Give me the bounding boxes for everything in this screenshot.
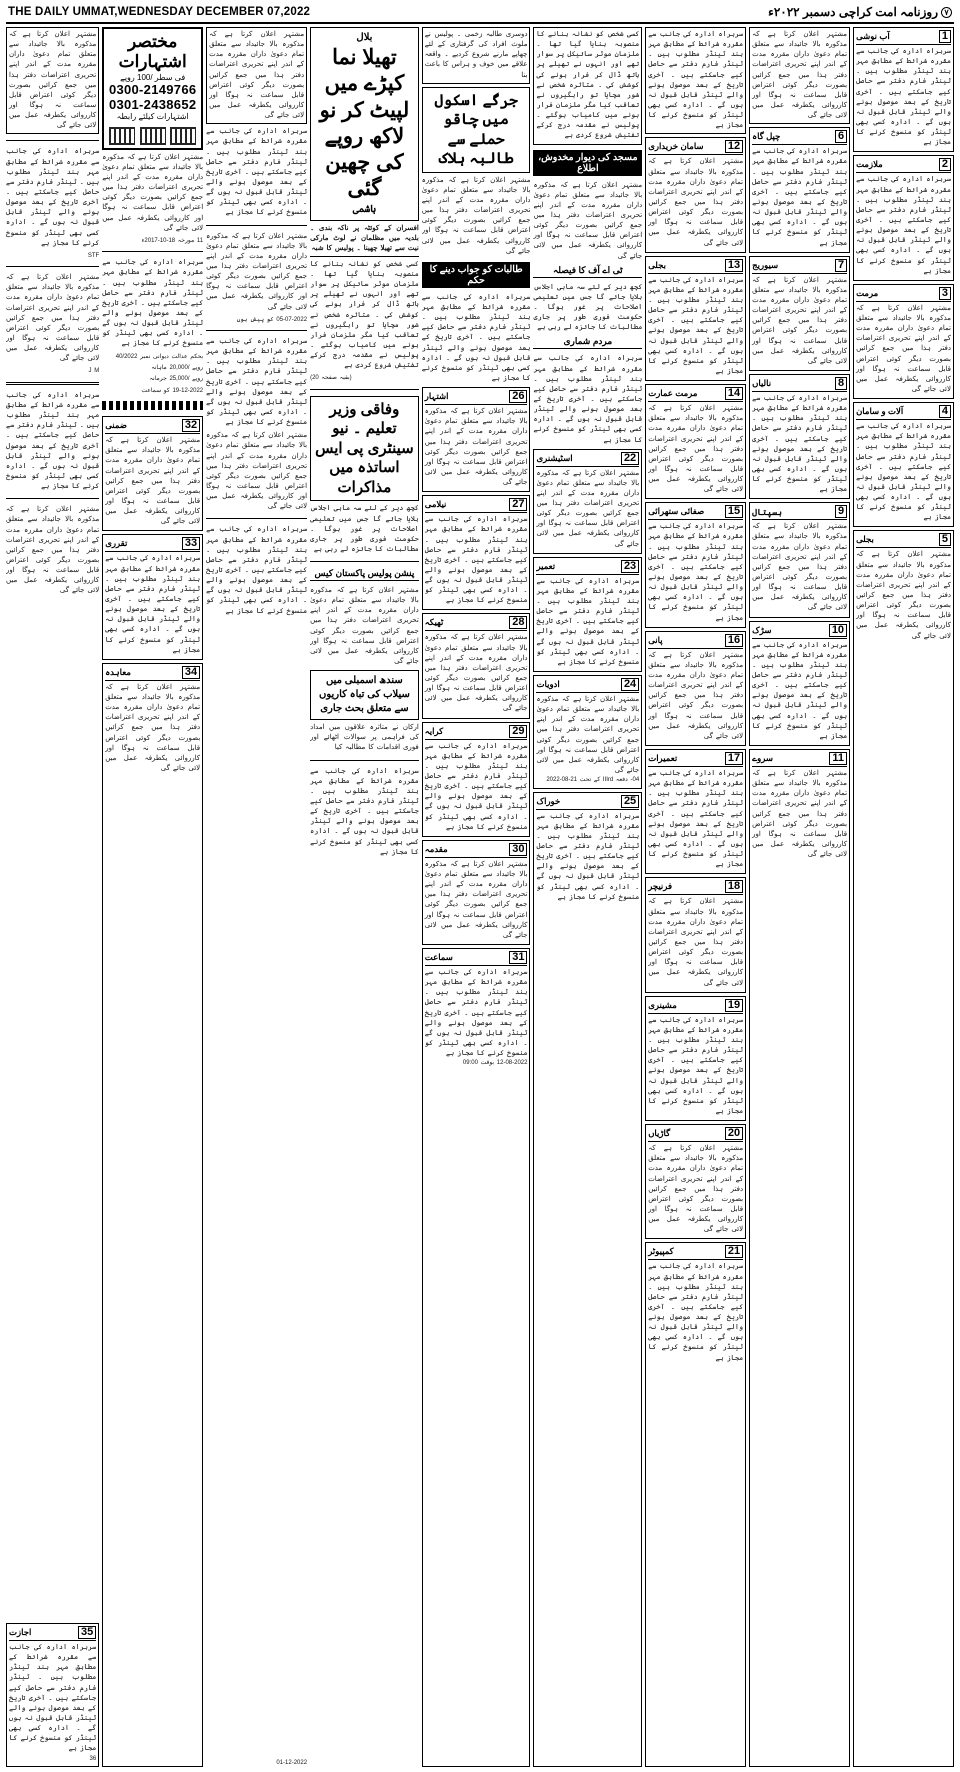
tender-head (425, 390, 528, 405)
tender-number: 8 (835, 377, 847, 390)
tender-number: 26 (509, 390, 527, 403)
tender-number: 33 (182, 537, 200, 550)
tender-head (752, 259, 847, 274)
tender-head (648, 999, 743, 1014)
tender-title: آلات و سامان (856, 406, 904, 417)
story4-body: ارکان نے متاثرہ علاقوں میں امداد کی فراہمی پر سوالات اٹھائے اور فوری اقدامات کا مطالبہ کیا (310, 724, 419, 752)
tender-block[interactable] (645, 631, 746, 746)
tender-title: فرنیچر (648, 881, 673, 892)
tender-number: 28 (509, 616, 527, 629)
divider (206, 330, 307, 331)
tender-body: سربراہ ادارہ کی جانب سے مقررہ شرائط کے مطابق مہر بند ٹینڈر مطلوب ہیں ۔ ٹینڈر فارم دفتر سے حاصل کیے جاسکتے ہیں ۔ آخری تاریخ کے بعد موصول ہونے والے ٹینڈر قابل قبول نہ ہوں گے ۔ ادارہ کسی بھی ٹینڈر کو منسوخ کرنے کا مجاز ہے (648, 1016, 744, 1115)
tender-body: سربراہ ادارہ کی جانب سے مقررہ شرائط کے مطابق مہر بند ٹینڈر مطلوب ہیں ۔ ٹینڈر فارم دفتر سے حاصل کیے جاسکتے ہیں ۔ آخری تاریخ کے بعد موصول ہونے والے ٹینڈر قابل قبول نہ ہوں گے ۔ ادارہ کسی بھی ٹینڈر کو منسوخ کرنے کا مجاز ہے (9, 1644, 97, 1753)
tender-body: سربراہ ادارہ کی جانب سے مقررہ شرائط کے مطابق مہر بند ٹینڈر مطلوب ہیں ۔ ٹینڈر فارم دفتر سے حاصل کیے جاسکتے ہیں ۔ آخری تاریخ کے بعد موصول ہونے والے ٹینڈر قابل قبول نہ ہوں گے ۔ ادارہ کسی بھی ٹینڈر کو منسوخ کرنے کا مجاز ہے (752, 394, 848, 494)
tender-body: سربراہ ادارہ کی جانب سے مقررہ شرائط کے مطابق مہر بند ٹینڈر مطلوب ہیں ۔ ٹینڈر فارم دفتر سے حاصل کیے جاسکتے ہیں ۔ آخری تاریخ کے بعد موصول ہونے والے ٹینڈر قابل قبول نہ ہوں گے ۔ ادارہ کسی بھی ٹینڈر کو منسوخ کرنے کا مجاز ہے (648, 523, 744, 622)
column-left-classifieds (6, 27, 99, 1767)
classified-text: مشتہر اعلان کرتا ہے کہ مذکورہ بالا جائیداد سے متعلق تمام دعویٰ داران مقررہ مدت کے اندر اپنے تحریری اعتراضات دفتر ہذا میں جمع کرائیں بصورت دیگر کوئی اعتراض قابل سماعت نہ ہوگا اور کارروائی یکطرفہ عمل میں لائی جائے گی (6, 274, 100, 363)
tender-head (752, 377, 847, 392)
tender-body: مشتہر اعلان کرتا ہے کہ مذکورہ بالا جائیداد سے متعلق تمام دعویٰ داران مقررہ مدت کے اندر اپنے تحریری اعتراضات دفتر ہذا میں جمع کرائیں بصورت دیگر کوئی اعتراض قابل سماعت نہ ہوگا اور کارروائی یکطرفہ عمل میں لائی جائے گی (648, 1145, 744, 1234)
tender-block[interactable] (645, 502, 746, 627)
ad-title: مختصر اشتہارات (118, 32, 187, 72)
notice-bar: طالبات کو جواب دینے کا حکم (422, 262, 531, 288)
tender-title: سیوریج (752, 259, 779, 270)
stamp-icon (109, 127, 135, 145)
tender-number: 11 (829, 752, 847, 765)
tender-number: 20 (725, 1127, 743, 1140)
tender-head (9, 1626, 96, 1641)
lead-kicker: بلال (356, 32, 373, 43)
divider (310, 760, 419, 761)
tender-block[interactable] (645, 877, 746, 992)
masthead (6, 4, 954, 24)
tender-number: 32 (182, 419, 200, 432)
masthead-urdu-text: روزنامہ امت کراچی دسمبر ۲۰۲۲ء (768, 5, 938, 19)
tender-head (536, 678, 639, 693)
tender-body: مشتہر اعلان کرتا ہے کہ مذکورہ بالا جائیداد سے متعلق تمام دعویٰ داران مقررہ مدت کے اندر اپنے تحریری اعتراضات دفتر ہذا میں جمع کرائیں بصورت دیگر کوئی اعتراض قابل سماعت نہ ہوگا اور کارروائی یکطرفہ عمل میں لائی جائے گی (856, 304, 951, 393)
news-text-block: کچھ دیر کے لئے سہ ماہی اجلاس بلایا جائے گا جس میں تعلیمی اصلاحات پر غور ہوگا ۔ حکومت فوری طور پر جاری مطالبات کا جائزہ لے رہی ہے (533, 283, 643, 332)
tender-head (425, 725, 528, 740)
tender-title: مرمت عمارت (648, 388, 698, 399)
tender-head (536, 795, 639, 810)
tender-title: اجازت (9, 1627, 32, 1638)
divider (206, 518, 307, 519)
tender-block[interactable] (853, 27, 954, 152)
tender-body: مشتہر اعلان کرتا ہے کہ مذکورہ بالا جائیداد سے متعلق تمام دعویٰ داران مقررہ مدت کے اندر اپنے تحریری اعتراضات دفتر ہذا میں جمع کرائیں بصورت دیگر کوئی اعتراض قابل سماعت نہ ہوگا اور کارروائی یکطرفہ عمل میں لائی جائے گی (536, 469, 640, 548)
tender-block[interactable] (645, 384, 746, 499)
news-text-block: مشتہر اعلان کرتا ہے کہ مذکورہ بالا جائیداد سے متعلق تمام دعویٰ داران مقررہ مدت کے اندر اپنے تحریری اعتراضات دفتر ہذا میں جمع کرائیں بصورت دیگر کوئی اعتراض قابل سماعت نہ ہوگا اور کارروائی یکطرفہ عمل میں لائی جائے گی (310, 587, 419, 666)
tender-number: 9 (835, 505, 847, 518)
tender-head (425, 843, 528, 858)
stamp-icon (170, 127, 196, 145)
story4-headline-box (310, 670, 419, 720)
tender-title: سماعت (424, 952, 453, 962)
tender-number: 19 (725, 999, 743, 1012)
tender-head (648, 752, 743, 767)
column-lead-story (310, 27, 419, 1767)
divider (310, 389, 419, 390)
tender-title: بجلی (648, 259, 666, 270)
tender-number: 18 (725, 880, 743, 893)
tender-title: سروے (752, 753, 774, 764)
legal-ref: 19-12-2022 کو سماعت (141, 387, 204, 394)
classified-text: مشتہر اعلان کرتا ہے کہ مذکورہ بالا جائیداد سے متعلق تمام دعویٰ داران مقررہ مدت کے اندر اپنے تحریری اعتراضات دفتر ہذا میں جمع کرائیں بصورت دیگر کوئی اعتراض قابل سماعت نہ ہوگا اور کارروائی یکطرفہ عمل میں لائی جائے گی (206, 27, 307, 124)
tender-head (752, 130, 847, 145)
small-headline: ٹی اے آف کا فیصلہ (533, 265, 642, 278)
tender-number: 27 (509, 498, 527, 511)
lead-continuation: (بقیہ صفحہ 20) (310, 375, 352, 382)
page-number-circle: ۷ (941, 7, 952, 18)
tender-number: 7 (835, 259, 847, 272)
classified-text: مشتہر اعلان کرتا ہے کہ مذکورہ بالا جائیداد سے متعلق تمام دعویٰ داران مقررہ مدت کے اندر اپنے تحریری اعتراضات دفتر ہذا میں جمع کرائیں بصورت دیگر کوئی اعتراض قابل سماعت نہ ہوگا اور کارروائی یکطرفہ عمل میں لائی جائے گی (102, 153, 204, 232)
tender-head (648, 1127, 743, 1142)
code-text: STF (87, 252, 100, 259)
tender-number: 3 (939, 287, 951, 300)
tender-title: بجلی (856, 534, 874, 545)
ad-contact-note: اشتہارات کیلئے رابطہ (116, 111, 189, 121)
story2-body: کچھ دیر کے لئے سہ ماہی اجلاس بلایا جائے گا جس میں تعلیمی اصلاحات پر غور ہوگا ۔ حکومت فوری طور پر جاری مطالبات کا جائزہ لے رہی ہے (310, 505, 419, 553)
story3-headline: جرگے اسکول میں چاقو حملے سے طالبہ ہلاک (434, 91, 518, 168)
tender-number: 12 (725, 140, 743, 153)
tender-title: ضمنی (105, 420, 127, 431)
tender-title: مرمت (856, 287, 879, 298)
lead-subhead: افسران کے کوئٹہ پر ناکہ بندی ۔ بلدیہ میں مظلمان نے لوٹ مارکی نیت سے تھیلا چھینا ۔ پولیس کا شبہ (310, 224, 419, 257)
tender-head (648, 387, 743, 402)
classified-text: مشتہر اعلان کرتا ہے کہ مذکورہ بالا جائیداد سے متعلق تمام دعویٰ داران مقررہ مدت کے اندر اپنے تحریری اعتراضات دفتر ہذا میں جمع کرائیں بصورت دیگر کوئی اعتراض قابل سماعت نہ ہوگا اور کارروائی یکطرفہ عمل میں لائی جائے گی (206, 232, 308, 311)
tender-head (105, 666, 200, 681)
tender-head (856, 533, 951, 548)
story4-headline: سندھ اسمبلی میں سیلاب کی تباہ کاریوں سے متعلق بحث جاری (319, 675, 410, 715)
tender-body: سربراہ ادارہ کی جانب سے مقررہ شرائط کے مطابق مہر بند ٹینڈر مطلوب ہیں ۔ ٹینڈر فارم دفتر سے حاصل کیے جاسکتے ہیں ۔ آخری تاریخ کے بعد موصول ہونے والے ٹینڈر قابل قبول نہ ہوں گے ۔ ادارہ کسی بھی ٹینڈر کو منسوخ کرنے کا مجاز ہے (424, 516, 528, 605)
column-intro-text: سربراہ ادارہ کی جانب سے مقررہ شرائط کے مطابق مہر بند ٹینڈر مطلوب ہیں ۔ ٹینڈر فارم دفتر سے حاصل کیے جاسکتے ہیں ۔ آخری تاریخ کے بعد موصول ہونے والے ٹینڈر قابل قبول نہ ہوں گے ۔ ادارہ کسی بھی ٹینڈر کو منسوخ کرنے کا مجاز ہے (645, 27, 746, 134)
tender-block[interactable] (422, 613, 531, 718)
divider (102, 251, 203, 252)
tender-block[interactable] (533, 792, 642, 1767)
tender-title: ادویات (536, 679, 560, 690)
story2-headline: وفاقی وزیر تعلیم ۔ نیو سینٹری پی ایس اساتذہ میں مذاکرات (315, 400, 414, 496)
tender-title: گاڑیاں (648, 1128, 671, 1139)
column-intro-text: مشتہر اعلان کرتا ہے کہ مذکورہ بالا جائیداد سے متعلق تمام دعویٰ داران مقررہ مدت کے اندر اپنے تحریری اعتراضات دفتر ہذا میں جمع کرائیں بصورت دیگر کوئی اعتراض قابل سماعت نہ ہوگا اور کارروائی یکطرفہ عمل میں لائی جائے گی (749, 27, 850, 124)
tender-body: سربراہ ادارہ کی جانب سے مقررہ شرائط کے مطابق مہر بند ٹینڈر مطلوب ہیں ۔ ٹینڈر فارم دفتر سے حاصل کیے جاسکتے ہیں ۔ آخری تاریخ کے بعد موصول ہونے والے ٹینڈر قابل قبول نہ ہوں گے ۔ ادارہ کسی بھی ٹینڈر کو منسوخ کرنے کا مجاز ہے (105, 555, 201, 654)
tender-body: مشتہر اعلان کرتا ہے کہ مذکورہ بالا جائیداد سے متعلق تمام دعویٰ داران مقررہ مدت کے اندر اپنے تحریری اعتراضات دفتر ہذا میں جمع کرائیں بصورت دیگر کوئی اعتراض قابل سماعت نہ ہوگا اور کارروائی یکطرفہ عمل میں لائی جائے گی (752, 276, 848, 365)
tender-number: 21 (725, 1245, 743, 1258)
tender-body: سربراہ ادارہ کی جانب سے مقررہ شرائط کے مطابق مہر بند ٹینڈر مطلوب ہیں ۔ ٹینڈر فارم دفتر سے حاصل کیے جاسکتے ہیں ۔ آخری تاریخ کے بعد موصول ہونے والے ٹینڈر قابل قبول نہ ہوں گے ۔ ادارہ کسی بھی ٹینڈر کو منسوخ کرنے کا مجاز ہے (424, 742, 528, 831)
story2-headline-box (310, 396, 419, 502)
tender-title: خوراک (536, 795, 561, 806)
tender-head (648, 880, 743, 895)
tender-block[interactable] (102, 534, 203, 659)
tender-title: سڑک (752, 624, 772, 635)
legal-ref: 05-07-2022 کو پیش ہوں (236, 316, 308, 323)
legal-ref: 11 مورخہ 18-10-2017ء (141, 237, 204, 244)
column-classifieds-1 (206, 27, 307, 1767)
tender-block[interactable] (853, 155, 954, 280)
news-text-block: دوسری طالبہ زخمی ۔ پولیس نے ملوث افراد کی گرفتاری کے لئے چھاپے مارنے شروع کردیے ۔ واقعہ علاقے میں خوف و ہراس کا باعث بنا (422, 27, 531, 84)
tender-body: مشتہر اعلان کرتا ہے کہ مذکورہ بالا جائیداد سے متعلق تمام دعویٰ داران مقررہ مدت کے اندر اپنے تحریری اعتراضات دفتر ہذا میں جمع کرائیں بصورت دیگر کوئی اعتراض قابل سماعت نہ ہوگا اور کارروائی یکطرفہ عمل میں لائی جائے گی (856, 551, 951, 640)
legal-ref: 12-08-2022 بوقت 09:00 (462, 1060, 528, 1067)
tender-block[interactable] (645, 749, 746, 874)
tender-block[interactable] (422, 948, 531, 1767)
tender-head (425, 498, 528, 513)
divider (6, 266, 99, 267)
tender-number: 16 (725, 634, 743, 647)
tender-body: سربراہ ادارہ کی جانب سے مقررہ شرائط کے مطابق مہر بند ٹینڈر مطلوب ہیں ۔ ٹینڈر فارم دفتر سے حاصل کیے جاسکتے ہیں ۔ آخری تاریخ کے بعد موصول ہونے والے ٹینڈر قابل قبول نہ ہوں گے ۔ ادارہ کسی بھی ٹینڈر کو منسوخ کرنے کا مجاز ہے (752, 641, 848, 740)
tender-number: 1 (939, 30, 951, 43)
tender-block[interactable] (749, 502, 850, 617)
tender-block[interactable] (645, 996, 746, 1121)
tender-title: پانی (648, 634, 663, 645)
masthead-english-date: THE DAILY UMMAT,WEDNESDAY DECEMBER 07,2022 (8, 6, 311, 18)
tender-block[interactable] (749, 749, 850, 1767)
ad-phone-2[interactable]: 0301-2438652 (108, 96, 197, 112)
tender-head (648, 1245, 743, 1260)
tender-block[interactable] (645, 137, 746, 252)
tender-head (425, 616, 528, 631)
tender-head (856, 287, 951, 302)
tender-body: مشتہر اعلان کرتا ہے کہ مذکورہ بالا جائیداد سے متعلق تمام دعویٰ داران مقررہ مدت کے اندر اپنے تحریری اعتراضات دفتر ہذا میں جمع کرائیں بصورت دیگر کوئی اعتراض قابل سماعت نہ ہوگا اور کارروائی یکطرفہ عمل میں لائی جائے گی (424, 860, 528, 939)
column-center-right (422, 27, 531, 1767)
tender-head (648, 634, 743, 649)
tender-block[interactable] (533, 449, 642, 554)
tender-body: سربراہ ادارہ کی جانب سے مقررہ شرائط کے مطابق مہر بند ٹینڈر مطلوب ہیں ۔ ٹینڈر فارم دفتر سے حاصل کیے جاسکتے ہیں ۔ آخری تاریخ کے بعد موصول ہونے والے ٹینڈر قابل قبول نہ ہوں گے ۔ ادارہ کسی بھی ٹینڈر کو منسوخ کرنے کا مجاز ہے (856, 423, 951, 522)
lead-byline: ہاشمی (352, 203, 377, 215)
ad-masthead (102, 27, 203, 150)
tender-head (856, 405, 951, 420)
tender-body: مشتہر اعلان کرتا ہے کہ مذکورہ بالا جائیداد سے متعلق تمام دعویٰ داران مقررہ مدت کے اندر اپنے تحریری اعتراضات دفتر ہذا میں جمع کرائیں بصورت دیگر کوئی اعتراض قابل سماعت نہ ہوگا اور کارروائی یکطرفہ عمل میں لائی جائے گی (105, 683, 201, 772)
tender-body: سربراہ ادارہ کی جانب سے مقررہ شرائط کے مطابق مہر بند ٹینڈر مطلوب ہیں ۔ ٹینڈر فارم دفتر سے حاصل کیے جاسکتے ہیں ۔ آخری تاریخ کے بعد موصول ہونے والے ٹینڈر قابل قبول نہ ہوں گے ۔ ادارہ کسی بھی ٹینڈر کو منسوخ کرنے کا مجاز ہے (648, 1263, 744, 1362)
tender-block[interactable] (422, 840, 531, 945)
ad-rate: فی سطر /100 روپے (120, 72, 186, 82)
tender-body: مشتہر اعلان کرتا ہے کہ مذکورہ بالا جائیداد سے متعلق تمام دعویٰ داران مقررہ مدت کے اندر اپنے تحریری اعتراضات دفتر ہذا میں جمع کرائیں بصورت دیگر کوئی اعتراض قابل سماعت نہ ہوگا اور کارروائی یکطرفہ عمل میں لائی جائے گی (424, 408, 528, 487)
legal-ref: بحکم عدالت دیوانی نمبر 40/2022 (115, 353, 204, 360)
tender-title: مقدمہ (424, 843, 448, 854)
tender-block[interactable] (422, 722, 531, 837)
tender-body: مشتہر اعلان کرتا ہے کہ مذکورہ بالا جائیداد سے متعلق تمام دعویٰ داران مقررہ مدت کے اندر اپنے تحریری اعتراضات دفتر ہذا میں جمع کرائیں بصورت دیگر کوئی اعتراض قابل سماعت نہ ہوگا اور کارروائی یکطرفہ عمل میں لائی جائے گی (648, 158, 744, 247)
classified-text: سربراہ ادارہ کی جانب سے مقررہ شرائط کے مطابق مہر بند ٹینڈر مطلوب ہیں ۔ ٹینڈر فارم دفتر سے حاصل کیے جاسکتے ہیں ۔ آخری تاریخ کے بعد موصول ہونے والے ٹینڈر قابل قبول نہ ہوں گے ۔ ادارہ کسی بھی ٹینڈر کو منسوخ کرنے کا مجاز ہے (206, 128, 308, 217)
tender-head (536, 452, 639, 467)
tender-head (648, 505, 743, 520)
lead-body: کسی شخص کو نشانہ بنانے کا منصوبہ بنایا گیا تھا ۔ ملزمان موٹر سائیکل پر سوار تھے اور انہوں نے تھیلے پر ہاتھ ڈال کر فرار ہونے کی کوشش کی ۔ متاثرہ شخص نے شور مچایا تو راہگیروں نے تعاقب کیا مگر ملزمان فرار ہونے میں کامیاب ہوگئے ۔ پولیس نے مقدمہ درج کرکے تفتیش شروع کردی ہے (310, 260, 419, 370)
column-tenders-2 (749, 27, 850, 1767)
tender-title: کرایہ (424, 725, 444, 736)
news-text-block: مشتہر اعلان کرتا ہے کہ مذکورہ بالا جائیداد سے متعلق تمام دعویٰ داران مقررہ مدت کے اندر اپنے تحریری اعتراضات دفتر ہذا میں جمع کرائیں بصورت دیگر کوئی اعتراض قابل سماعت نہ ہوگا اور کارروائی یکطرفہ عمل میں لائی جائے گی (421, 176, 531, 255)
tender-title: تعمیر (536, 560, 556, 571)
tender-title: تعمیرات (648, 753, 678, 764)
tender-body: سربراہ ادارہ کی جانب سے مقررہ شرائط کے مطابق مہر بند ٹینڈر مطلوب ہیں ۔ ٹینڈر فارم دفتر سے حاصل کیے جاسکتے ہیں ۔ آخری تاریخ کے بعد موصول ہونے والے ٹینڈر قابل قبول نہ ہوں گے ۔ ادارہ کسی بھی ٹینڈر کو منسوخ کرنے کا مجاز ہے (752, 148, 848, 247)
tender-number: 24 (621, 678, 639, 691)
tender-block[interactable] (422, 387, 531, 492)
tender-body: مشتہر اعلان کرتا ہے کہ مذکورہ بالا جائیداد سے متعلق تمام دعویٰ داران مقررہ مدت کے اندر اپنے تحریری اعتراضات دفتر ہذا میں جمع کرائیں بصورت دیگر کوئی اعتراض قابل سماعت نہ ہوگا اور کارروائی یکطرفہ عمل میں لائی جائے گی (648, 898, 744, 987)
tender-body: سربراہ ادارہ کی جانب سے مقررہ شرائط کے مطابق مہر بند ٹینڈر مطلوب ہیں ۔ ٹینڈر فارم دفتر سے حاصل کیے جاسکتے ہیں ۔ آخری تاریخ کے بعد موصول ہونے والے ٹینڈر قابل قبول نہ ہوں گے ۔ ادارہ کسی بھی ٹینڈر کو منسوخ کرنے کا مجاز ہے (536, 812, 640, 901)
tender-number: 14 (725, 387, 743, 400)
tender-title: ہسپتال (752, 506, 783, 517)
tender-block[interactable] (645, 256, 746, 381)
tender-title: معاہدہ (105, 666, 131, 677)
code-text: J M (88, 368, 100, 375)
legal-ref: 01-12-2022 (276, 1759, 308, 1766)
tender-title: اشتہار (424, 391, 449, 402)
code-text: 36 (89, 1755, 97, 1762)
lead-headline: تھیلا نما کپڑے میں لپیٹ کر نو لاکھ روپے کی چھین گئی (319, 46, 410, 201)
classified-text: سربراہ ادارہ کی جانب سے مقررہ شرائط کے مطابق مہر بند ٹینڈر مطلوب ہیں ۔ ٹینڈر فارم دفتر سے حاصل کیے جاسکتے ہیں ۔ آخری تاریخ کے بعد موصول ہونے والے ٹینڈر قابل قبول نہ ہوں گے ۔ ادارہ کسی بھی ٹینڈر کو منسوخ کرنے کا مجاز ہے (206, 526, 308, 615)
tender-number: 22 (621, 452, 639, 465)
tender-body: مشتہر اعلان کرتا ہے کہ مذکورہ بالا جائیداد سے متعلق تمام دعویٰ داران مقررہ مدت کے اندر اپنے تحریری اعتراضات دفتر ہذا میں جمع کرائیں بصورت دیگر کوئی اعتراض قابل سماعت نہ ہوگا اور کارروائی یکطرفہ عمل میں لائی جائے گی (752, 523, 848, 612)
notice-bar: مسجد کی دیوار مخدوش، اطلاع (533, 150, 642, 176)
tender-number: 34 (182, 666, 200, 679)
tender-block[interactable] (102, 416, 203, 531)
column-ad-masthead (102, 27, 203, 1767)
tender-body: مشتہر اعلان کرتا ہے کہ مذکورہ بالا جائیداد سے متعلق تمام دعویٰ داران مقررہ مدت کے اندر اپنے تحریری اعتراضات دفتر ہذا میں جمع کرائیں بصورت دیگر کوئی اعتراض قابل سماعت نہ ہوگا اور کارروائی یکطرفہ عمل میں لائی جائے گی (648, 651, 744, 740)
tender-block[interactable] (102, 663, 203, 1767)
tender-number: 25 (621, 795, 639, 808)
classified-text: مشتہر اعلان کرتا ہے کہ مذکورہ بالا جائیداد سے متعلق تمام دعویٰ داران مقررہ مدت کے اندر اپنے تحریری اعتراضات دفتر ہذا میں جمع کرائیں بصورت دیگر کوئی اعتراض قابل سماعت نہ ہوگا اور کارروائی یکطرفہ عمل میں لائی جائے گی (6, 27, 99, 134)
tender-block[interactable] (749, 621, 850, 746)
tender-title: صفائی ستھرائی (648, 506, 705, 517)
tender-number: 31 (509, 951, 527, 964)
tender-head (752, 752, 847, 767)
news-text-block: مشتہر اعلان کرتا ہے کہ مذکورہ بالا جائیداد سے متعلق تمام دعویٰ داران مقررہ مدت کے اندر اپنے تحریری اعتراضات دفتر ہذا میں جمع کرائیں بصورت دیگر کوئی اعتراض قابل سماعت نہ ہوگا اور کارروائی یکطرفہ عمل میں لائی جائے گی (533, 181, 643, 260)
legal-ref: 04- دفعہ IIIrd کے تحت 21-08-2022 (546, 777, 640, 784)
tender-number: 35 (78, 1626, 96, 1639)
tender-block[interactable] (853, 284, 954, 399)
tender-head (425, 951, 528, 966)
tender-number: 13 (725, 259, 743, 272)
tender-number: 17 (725, 752, 743, 765)
news-text-block: سربراہ ادارہ کی جانب سے مقررہ شرائط کے مطابق مہر بند ٹینڈر مطلوب ہیں ۔ ٹینڈر فارم دفتر سے حاصل کیے جاسکتے ہیں ۔ آخری تاریخ کے بعد موصول ہونے والے ٹینڈر قابل قبول نہ ہوں گے ۔ ادارہ کسی بھی ٹینڈر کو منسوخ کرنے کا مجاز ہے (533, 355, 643, 444)
tender-number: 23 (621, 560, 639, 573)
tender-title: ملازمت (856, 159, 883, 170)
lead-headline-box (310, 27, 419, 221)
tender-block[interactable] (749, 256, 850, 371)
small-headline: مردم شماری (533, 336, 642, 349)
tender-head (105, 419, 200, 434)
classified-text: مشتہر اعلان کرتا ہے کہ مذکورہ بالا جائیداد سے متعلق تمام دعویٰ داران مقررہ مدت کے اندر اپنے تحریری اعتراضات دفتر ہذا میں جمع کرائیں بصورت دیگر کوئی اعتراض قابل سماعت نہ ہوگا اور کارروائی یکطرفہ عمل میں لائی جائے گی (206, 432, 308, 511)
divider (6, 382, 99, 385)
tender-title: اسٹیشنری (536, 452, 573, 463)
tender-head (536, 560, 639, 575)
classified-text: سربراہ ادارہ کی جانب سے مقررہ شرائط کے مطابق مہر بند ٹینڈر مطلوب ہیں ۔ ٹینڈر فارم دفتر سے حاصل کیے جاسکتے ہیں ۔ آخری تاریخ کے بعد موصول ہونے والے ٹینڈر قابل قبول نہ ہوں گے ۔ ادارہ کسی بھی ٹینڈر کو منسوخ کرنے کا مجاز ہے (102, 259, 204, 348)
tender-head (856, 30, 951, 45)
tender-block[interactable] (749, 127, 850, 252)
column-news-right (533, 27, 642, 1767)
tender-head (752, 624, 847, 639)
tender-title: نالیاں (752, 377, 772, 388)
tender-block[interactable] (853, 530, 954, 1767)
divider (206, 225, 307, 226)
tender-number: 29 (509, 725, 527, 738)
tender-block[interactable] (645, 1124, 746, 1239)
tender-body: سربراہ ادارہ کی جانب سے مقررہ شرائط کے مطابق مہر بند ٹینڈر مطلوب ہیں ۔ ٹینڈر فارم دفتر سے حاصل کیے جاسکتے ہیں ۔ آخری تاریخ کے بعد موصول ہونے والے ٹینڈر قابل قبول نہ ہوں گے ۔ ادارہ کسی بھی ٹینڈر کو منسوخ کرنے کا مجاز ہے (856, 176, 951, 275)
tender-head (648, 140, 743, 155)
tender-block[interactable] (749, 374, 850, 499)
news-text-block: کسی شخص کو نشانہ بنانے کا منصوبہ بنایا گیا تھا ۔ ملزمان موٹر سائیکل پر سوار تھے اور انہوں نے تھیلے پر ہاتھ ڈال کر فرار ہونے کی کوشش کی ۔ متاثرہ شخص نے شور مچایا تو راہگیروں نے تعاقب کیا مگر ملزمان فرار ہونے میں کامیاب ہوگئے ۔ پولیس نے مقدمہ درج کرکے تفتیش شروع کردی ہے (533, 27, 642, 145)
tender-title: سامان خریداری (648, 141, 704, 152)
tender-head (752, 505, 847, 520)
column-tenders-3 (645, 27, 746, 1767)
tender-head (856, 158, 951, 173)
tender-block[interactable] (853, 402, 954, 527)
tender-title: کمپیوٹر (648, 1246, 674, 1257)
tender-number: 10 (829, 624, 847, 637)
tender-number: 6 (835, 130, 847, 143)
news-text-block: سربراہ ادارہ کی جانب سے مقررہ شرائط کے مطابق مہر بند ٹینڈر مطلوب ہیں ۔ ٹینڈر فارم دفتر سے حاصل کیے جاسکتے ہیں ۔ آخری تاریخ کے بعد موصول ہونے والے ٹینڈر قابل قبول نہ ہوں گے ۔ ادارہ کسی بھی ٹینڈر کو منسوخ کرنے کا مجاز ہے (310, 767, 419, 856)
masthead-urdu-title (768, 5, 952, 19)
tender-title: مشینری (648, 999, 677, 1010)
tender-number: 5 (939, 533, 951, 546)
stamp-row (107, 123, 198, 145)
tender-block[interactable] (645, 1242, 746, 1767)
tender-number: 15 (725, 505, 743, 518)
divider (6, 140, 99, 141)
tender-body: مشتہر اعلان کرتا ہے کہ مذکورہ بالا جائیداد سے متعلق تمام دعویٰ داران مقررہ مدت کے اندر اپنے تحریری اعتراضات دفتر ہذا میں جمع کرائیں بصورت دیگر کوئی اعتراض قابل سماعت نہ ہوگا اور کارروائی یکطرفہ عمل میں لائی جائے گی (536, 696, 640, 775)
tender-block[interactable] (533, 557, 642, 672)
divider (310, 561, 419, 562)
classified-text: سربراہ ادارہ کی جانب سے مقررہ شرائط کے مطابق مہر بند ٹینڈر مطلوب ہیں ۔ ٹینڈر فارم دفتر سے حاصل کیے جاسکتے ہیں ۔ آخری تاریخ کے بعد موصول ہونے والے ٹینڈر قابل قبول نہ ہوں گے ۔ ادارہ کسی بھی ٹینڈر کو منسوخ کرنے کا مجاز ہے (6, 148, 100, 247)
tender-body: مشتہر اعلان کرتا ہے کہ مذکورہ بالا جائیداد سے متعلق تمام دعویٰ داران مقررہ مدت کے اندر اپنے تحریری اعتراضات دفتر ہذا میں جمع کرائیں بصورت دیگر کوئی اعتراض قابل سماعت نہ ہوگا اور کارروائی یکطرفہ عمل میں لائی جائے گی (424, 634, 528, 713)
tender-number: 30 (509, 843, 527, 856)
tender-block[interactable] (6, 1623, 99, 1767)
column-tenders-right (853, 27, 954, 1767)
classified-text: مشتہر اعلان کرتا ہے کہ مذکورہ بالا جائیداد سے متعلق تمام دعویٰ داران مقررہ مدت کے اندر اپنے تحریری اعتراضات دفتر ہذا میں جمع کرائیں بصورت دیگر کوئی اعتراض قابل سماعت نہ ہوگا اور کارروائی یکطرفہ عمل میں لائی جائے گی (6, 506, 100, 595)
tender-number: 4 (939, 405, 951, 418)
tender-block[interactable] (422, 495, 531, 610)
small-headline: پنشن پولیس پاکستان کیس (310, 568, 419, 581)
tender-body: مشتہر اعلان کرتا ہے کہ مذکورہ بالا جائیداد سے متعلق تمام دعویٰ داران مقررہ مدت کے اندر اپنے تحریری اعتراضات دفتر ہذا میں جمع کرائیں بصورت دیگر کوئی اعتراض قابل سماعت نہ ہوگا اور کارروائی یکطرفہ عمل میں لائی جائے گی (105, 437, 201, 526)
tender-title: آب نوشی (856, 31, 890, 41)
tender-body: مشتہر اعلان کرتا ہے کہ مذکورہ بالا جائیداد سے متعلق تمام دعویٰ داران مقررہ مدت کے اندر اپنے تحریری اعتراضات دفتر ہذا میں جمع کرائیں بصورت دیگر کوئی اعتراض قابل سماعت نہ ہوگا اور کارروائی یکطرفہ عمل میں لائی جائے گی (752, 770, 848, 859)
tender-title: چپل گاہ (752, 131, 781, 142)
tender-title: نیلامی (424, 499, 447, 510)
ad-phone-1[interactable]: 0300-2149766 (108, 81, 197, 97)
tender-block[interactable] (533, 675, 642, 789)
legal-ref: روپے /20,000 ماہانہ (151, 364, 204, 371)
tender-title: تقرری (105, 538, 128, 549)
divider (6, 498, 99, 499)
tender-body: سربراہ ادارہ کی جانب سے مقررہ شرائط کے مطابق مہر بند ٹینڈر مطلوب ہیں ۔ ٹینڈر فارم دفتر سے حاصل کیے جاسکتے ہیں ۔ آخری تاریخ کے بعد موصول ہونے والے ٹینڈر قابل قبول نہ ہوں گے ۔ ادارہ کسی بھی ٹینڈر کو منسوخ کرنے کا مجاز ہے (536, 577, 640, 666)
tender-head (105, 537, 200, 552)
tender-number: 2 (939, 158, 951, 171)
tender-body: سربراہ ادارہ کی جانب سے مقررہ شرائط کے مطابق مہر بند ٹینڈر مطلوب ہیں ۔ ٹینڈر فارم دفتر سے حاصل کیے جاسکتے ہیں ۔ آخری تاریخ کے بعد موصول ہونے والے ٹینڈر قابل قبول نہ ہوں گے ۔ ادارہ کسی بھی ٹینڈر کو منسوخ کرنے کا مجاز ہے (648, 276, 744, 375)
classified-text: سربراہ ادارہ کی جانب سے مقررہ شرائط کے مطابق مہر بند ٹینڈر مطلوب ہیں ۔ ٹینڈر فارم دفتر سے حاصل کیے جاسکتے ہیں ۔ آخری تاریخ کے بعد موصول ہونے والے ٹینڈر قابل قبول نہ ہوں گے ۔ ادارہ کسی بھی ٹینڈر کو منسوخ کرنے کا مجاز ہے (206, 338, 308, 427)
tender-body: سربراہ ادارہ کی جانب سے مقررہ شرائط کے مطابق مہر بند ٹینڈر مطلوب ہیں ۔ ٹینڈر فارم دفتر سے حاصل کیے جاسکتے ہیں ۔ آخری تاریخ کے بعد موصول ہونے والے ٹینڈر قابل قبول نہ ہوں گے ۔ ادارہ کسی بھی ٹینڈر کو منسوخ کرنے کا مجاز ہے (856, 48, 951, 147)
page-grid (6, 27, 954, 1767)
story3-headline-box (422, 87, 531, 173)
tender-title: ٹھیکہ (424, 617, 444, 628)
classified-text: سربراہ ادارہ کی جانب سے مقررہ شرائط کے مطابق مہر بند ٹینڈر مطلوب ہیں ۔ ٹینڈر فارم دفتر سے حاصل کیے جاسکتے ہیں ۔ آخری تاریخ کے بعد موصول ہونے والے ٹینڈر قابل قبول نہ ہوں گے ۔ ادارہ کسی بھی ٹینڈر کو منسوخ کرنے کا مجاز ہے (6, 391, 100, 491)
tender-head (648, 259, 743, 274)
stamp-icon (140, 127, 166, 145)
tender-body: مشتہر اعلان کرتا ہے کہ مذکورہ بالا جائیداد سے متعلق تمام دعویٰ داران مقررہ مدت کے اندر اپنے تحریری اعتراضات دفتر ہذا میں جمع کرائیں بصورت دیگر کوئی اعتراض قابل سماعت نہ ہوگا اور کارروائی یکطرفہ عمل میں لائی جائے گی (648, 405, 744, 494)
barcode-strip (102, 401, 203, 410)
tender-body: سربراہ ادارہ کی جانب سے مقررہ شرائط کے مطابق مہر بند ٹینڈر مطلوب ہیں ۔ ٹینڈر فارم دفتر سے حاصل کیے جاسکتے ہیں ۔ آخری تاریخ کے بعد موصول ہونے والے ٹینڈر قابل قبول نہ ہوں گے ۔ ادارہ کسی بھی ٹینڈر کو منسوخ کرنے کا مجاز ہے (648, 770, 744, 869)
legal-ref: روپے /25,000 جرمانہ (149, 376, 204, 383)
news-text-block: سربراہ ادارہ کی جانب سے مقررہ شرائط کے مطابق مہر بند ٹینڈر مطلوب ہیں ۔ ٹینڈر فارم دفتر سے حاصل کیے جاسکتے ہیں ۔ آخری تاریخ کے بعد موصول ہونے والے ٹینڈر قابل قبول نہ ہوں گے ۔ ادارہ کسی بھی ٹینڈر کو منسوخ کرنے کا مجاز ہے (421, 293, 531, 382)
tender-body: سربراہ ادارہ کی جانب سے مقررہ شرائط کے مطابق مہر بند ٹینڈر مطلوب ہیں ۔ ٹینڈر فارم دفتر سے حاصل کیے جاسکتے ہیں ۔ آخری تاریخ کے بعد موصول ہونے والے ٹینڈر قابل قبول نہ ہوں گے ۔ ادارہ کسی بھی ٹینڈر کو منسوخ کرنے کا مجاز ہے (424, 969, 528, 1058)
